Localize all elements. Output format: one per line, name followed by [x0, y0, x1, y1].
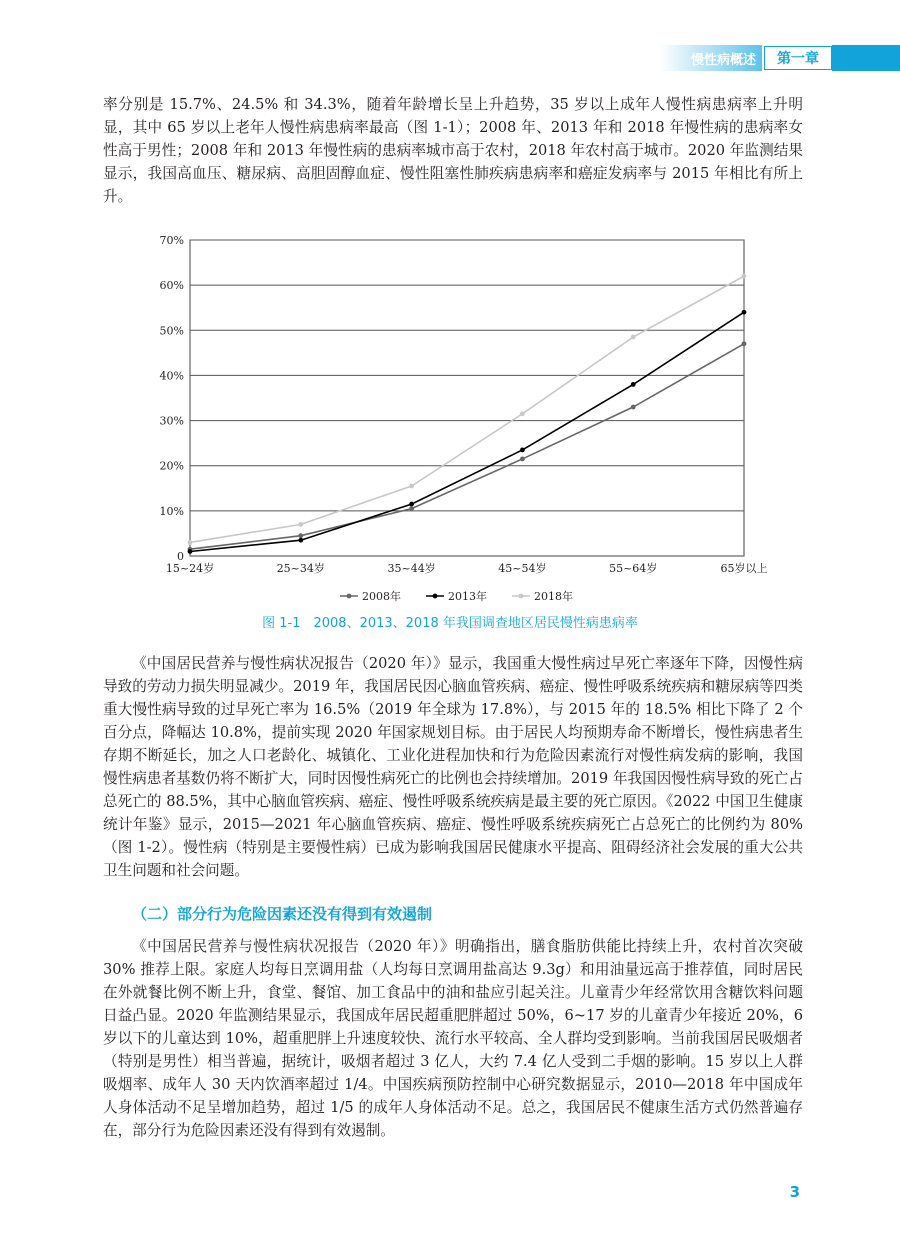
paragraph-3: 《中国居民营养与慢性病状况报告（2020 年）》明确指出，膳食脂肪供能比持续上升，农村首次突破 30% 推荐上限。家庭人均每日烹调用盐（人均每日烹调用盐高达 9.3g）和用油量远高于推荐值，同时居民在外就餐比例不断上升，食堂、餐馆、加工食品中的油和盐应引起关注。儿童青少年经常饮用含糖饮料问题日益凸显。2020 年监测结果显示，我国成年居民超重肥胖超过 50%，6~17 岁的儿童青少年接近 20%，6 岁以下的儿童达到 10%，超重肥胖上升速度较快、流行水平较高、全人群均受到影响。当前我国居民吸烟者（特别是男性）相当普遍，据统计，吸烟者超过 3 亿人，大约 7.4 亿人受到二手烟的影响。15 岁以上人群吸烟率、成年人 30 天内饮酒率超过 1/4。中国疾病预防控制中心研究数据显示，2010—2018 年中国成年人身体活动不足呈增加趋势，超过 1/5 的成年人身体活动不足。总之，我国居民不健康生活方式仍然普遍存在，部分行为危险因素还没有得到有效遏制。 — [103, 938, 803, 1139]
x-tick-label: 35~44岁 — [387, 562, 436, 575]
series-line — [190, 276, 744, 542]
y-tick-label: 70% — [159, 234, 184, 247]
legend-label: 2013年 — [448, 590, 487, 603]
data-point — [631, 405, 636, 410]
data-point — [188, 540, 193, 545]
x-tick-label: 55~64岁 — [609, 562, 658, 575]
chart-svg — [140, 228, 780, 608]
data-point — [409, 484, 414, 489]
data-point — [520, 457, 525, 462]
data-point — [742, 274, 747, 279]
prevalence-line-chart — [140, 228, 780, 608]
y-tick-label: 30% — [159, 414, 184, 428]
paragraph-2: 《中国居民营养与慢性病状况报告（2020 年）》显示，我国重大慢性病过早死亡率逐年下降，因慢性病导致的劳动力损失明显减少。2019 年，我国居民因心脑血管疾病、癌症、慢性呼吸系统疾病和糖尿病等四类重大慢性病导致的过早死亡率为 16.5%（2019 年全球为 17.8%），与 2015 年的 18.5% 相比下降了 2 个百分点，降幅达 10.8%，提前实现 2020 年国家规划目标。由于居民人均预期寿命不断增长，慢性病患者生存期不断延长，加之人口老龄化、城镇化、工业化进程加快和行为危险因素流行对慢性病发病的影响，我国慢性病患者基数仍将不断扩大，同时因慢性病死亡的比例也会持续增加。2019 年我国因慢性病导致的死亡占总死亡的 88.5%，其中心脑血管疾病、癌症、慢性呼吸系统疾病是最主要的死亡原因。《2022 中国卫生健康统计年鉴》显示，2015—2021 年心脑血管疾病、癌症、慢性呼吸系统疾病死亡占总死亡的比例约为 80%（图 1-2）。慢性病（特别是主要慢性病）已成为影响我国居民健康水平提高、阻碍经济社会发展的重大公共卫生问题和社会问题。 — [103, 655, 803, 879]
y-tick-label: 50% — [159, 324, 184, 338]
data-point — [188, 549, 193, 554]
paragraph-1: 率分别是 15.7%、24.5% 和 34.3%，随着年龄增长呈上升趋势，35 岁以上成年人慢性病患病率上升明显，其中 65 岁以上老年人慢性病患病率最高（图 1-1）；2008 年、2013 年和 2018 年慢性病的患病率女性高于男性；2008 年和 2013 年慢性病的患病率城市高于农村，2018 年农村高于城市。2020 年监测结果显示，我国高血压、糖尿病、高胆固醇血症、慢性阻塞性肺疾病患病率和癌症发病率与 2015 年相比有所上升。 — [103, 96, 803, 205]
plot-frame — [190, 240, 744, 556]
x-tick-label: 25~34岁 — [276, 562, 325, 575]
data-point — [298, 522, 303, 527]
header-bar-decoration — [832, 45, 900, 71]
y-tick-label: 10% — [159, 504, 184, 518]
legend-label: 2008年 — [362, 590, 401, 603]
x-tick-label: 65岁以上 — [720, 562, 768, 575]
data-point — [742, 310, 747, 315]
y-tick-label: 20% — [159, 459, 184, 473]
header-section-title: 慢性病概述 — [660, 45, 762, 71]
x-tick-label: 15~24岁 — [165, 562, 215, 575]
chapter-header — [660, 45, 900, 71]
data-point — [520, 448, 525, 453]
legend-marker — [433, 594, 438, 599]
figure-caption: 图 1-1 2008、2013、2018 年我国调查地区居民慢性病患病率 — [262, 616, 638, 631]
y-tick-label: 40% — [159, 369, 184, 383]
data-point — [409, 506, 414, 511]
series-line — [190, 312, 744, 551]
legend-marker — [347, 594, 352, 599]
x-tick-label: 45~54岁 — [498, 562, 547, 575]
header-chapter-label: 第一章 — [764, 46, 832, 70]
legend-marker — [519, 594, 524, 599]
data-point — [631, 335, 636, 340]
data-point — [409, 502, 414, 507]
page-number: 3 — [789, 1183, 800, 1201]
data-point — [520, 411, 525, 416]
data-point — [298, 538, 303, 543]
y-tick-label: 0 — [177, 550, 184, 563]
y-tick-label: 60% — [159, 279, 184, 293]
data-point — [298, 533, 303, 538]
series-line — [190, 344, 744, 549]
data-point — [631, 382, 636, 387]
data-point — [742, 341, 747, 346]
section-heading: （二）部分行为危险因素还没有得到有效遏制 — [132, 905, 433, 923]
legend-label: 2018年 — [534, 590, 573, 603]
